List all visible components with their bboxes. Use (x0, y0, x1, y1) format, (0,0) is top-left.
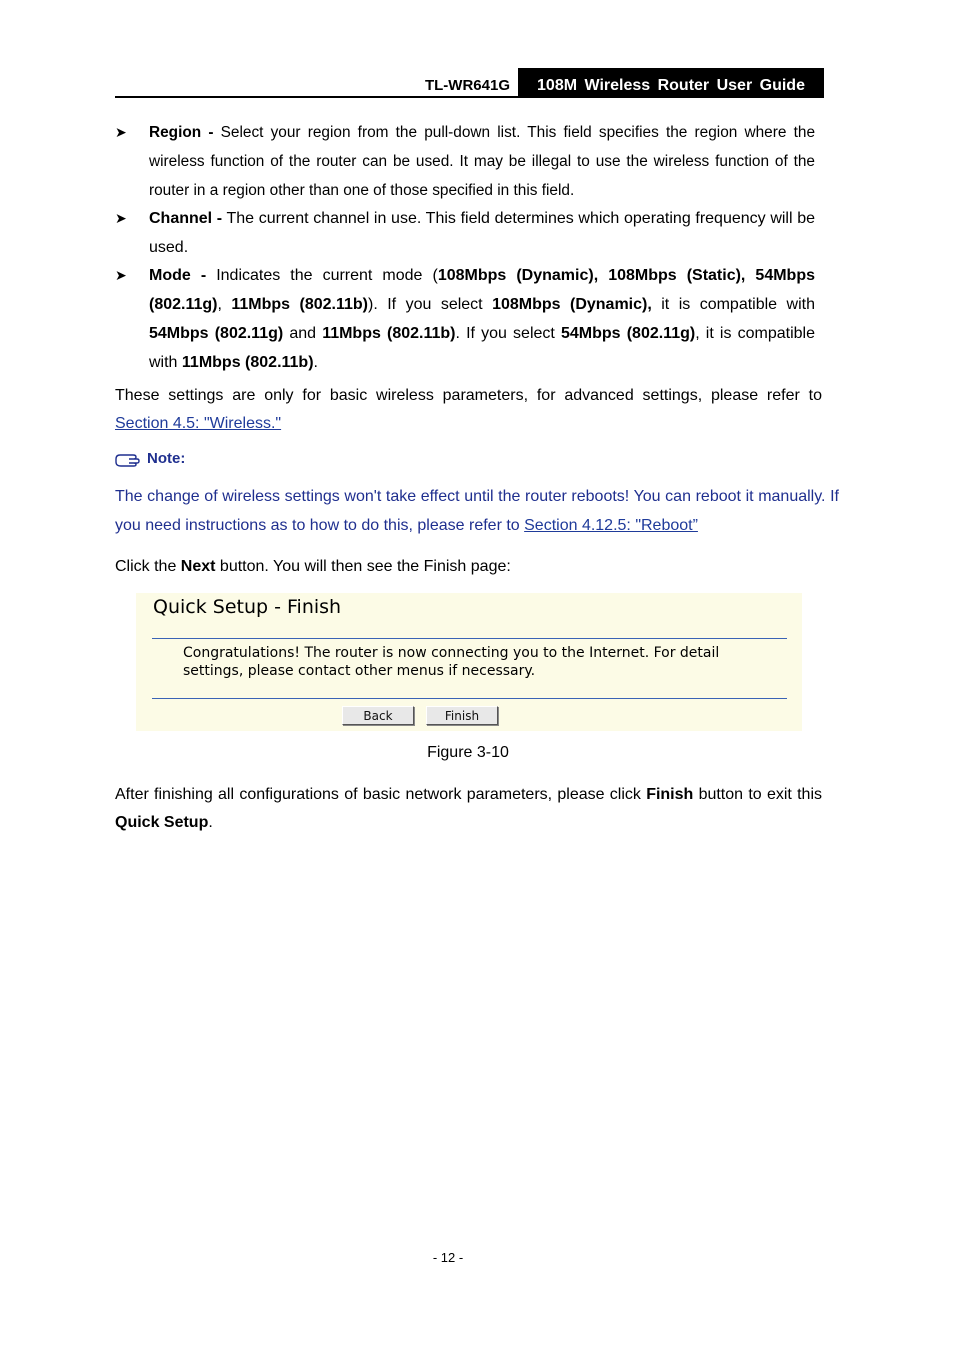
note-body: The change of wireless settings won't take effect until the router reboots! You can reboot it manually. If you need instructions as to how to do this, please refer to (115, 488, 839, 534)
header-title: 108M Wireless Router User Guide (518, 68, 824, 97)
mode-text-1: Indicates the current mode ( (206, 267, 438, 284)
finish-button[interactable]: Finish (426, 706, 498, 725)
click-bold-next: Next (180, 558, 216, 575)
mode-text-7: , it is compatible with (149, 325, 815, 371)
click-paragraph (115, 553, 822, 581)
mode-text-2: , (217, 296, 232, 313)
note-heading (115, 450, 185, 468)
mode-bold-5: 11Mbps (802.11b) (322, 325, 456, 342)
mode-bold-3: 108Mbps (Dynamic), (492, 296, 652, 313)
panel-title: Quick Setup - Finish (153, 596, 342, 618)
region-term: Region - (149, 124, 214, 141)
final-bold-finish: Finish (646, 786, 694, 803)
mode-bold-7: 11Mbps (802.11b) (181, 354, 314, 371)
quick-setup-finish-panel (136, 593, 802, 731)
mode-bold-2: 11Mbps (802.11b) (231, 296, 369, 313)
bullet-arrow-icon: ➤ (115, 124, 127, 140)
bullet-arrow-icon: ➤ (115, 210, 127, 226)
settings-text: These settings are only for basic wireless parameters, for advanced settings, please refer to (115, 387, 822, 404)
bullet-mode (115, 261, 815, 377)
click-text-2: button. You will then see the Finish page: (215, 558, 511, 575)
final-text-3: . (208, 814, 213, 831)
header-rule (115, 96, 824, 98)
mode-bold-4: 54Mbps (802.11g) (149, 325, 284, 342)
panel-top-rule (152, 638, 787, 639)
click-text-1: Click the (115, 558, 181, 575)
wireless-section-link[interactable]: Section 4.5: "Wireless." (115, 415, 282, 432)
final-text-1: After finishing all configurations of basic network parameters, please click (115, 786, 647, 803)
bullet-channel (115, 204, 815, 262)
reboot-section-link[interactable]: Section 4.12.5: "Reboot” (524, 517, 698, 534)
mode-bold-1: 108Mbps (Dynamic), 108Mbps (Static), 54Mbps (802.11g) (149, 267, 815, 313)
final-paragraph (115, 781, 822, 837)
final-text-2: button to exit this (693, 786, 823, 803)
mode-text-6: . If you select (455, 325, 561, 342)
bullet-channel-text (149, 204, 815, 262)
region-desc: Select your region from the pull-down list. This field specifies the region where the wireless function of the router can be used. It may be illegal to use the wireless function of the router in a region other than one of those specified in this field. (149, 124, 815, 199)
panel-bottom-rule (152, 698, 787, 699)
channel-desc: The current channel in use. This field determines which operating frequency will be used. (149, 210, 816, 256)
figure-caption: Figure 3-10 (427, 744, 509, 761)
congratulations-message: Congratulations! The router is now connecting you to the Internet. For detail settings, please contact other menus if necessary. (183, 645, 720, 679)
mode-text-5: and (283, 325, 323, 342)
channel-term: Channel - (149, 210, 223, 227)
back-button[interactable]: Back (342, 706, 414, 725)
bullet-region-text (149, 118, 815, 205)
page-number: - 12 - (432, 1250, 464, 1265)
bullet-arrow-icon: ➤ (115, 267, 127, 283)
final-bold-quick-setup: Quick Setup (115, 814, 209, 831)
mode-text-8: . (313, 354, 318, 371)
mode-text-3: ). If you select (368, 296, 493, 313)
header-model: TL-WR641G (424, 77, 510, 94)
mode-term: Mode - (149, 267, 207, 284)
settings-paragraph (115, 382, 822, 438)
bullet-region (115, 118, 815, 205)
pointing-hand-icon (115, 450, 141, 468)
mode-text-4: it is compatible with (651, 296, 815, 313)
mode-bold-6: 54Mbps (802.11g) (561, 325, 696, 342)
bullet-mode-text (149, 261, 815, 377)
note-label: Note: (147, 450, 186, 467)
note-text (115, 482, 839, 540)
